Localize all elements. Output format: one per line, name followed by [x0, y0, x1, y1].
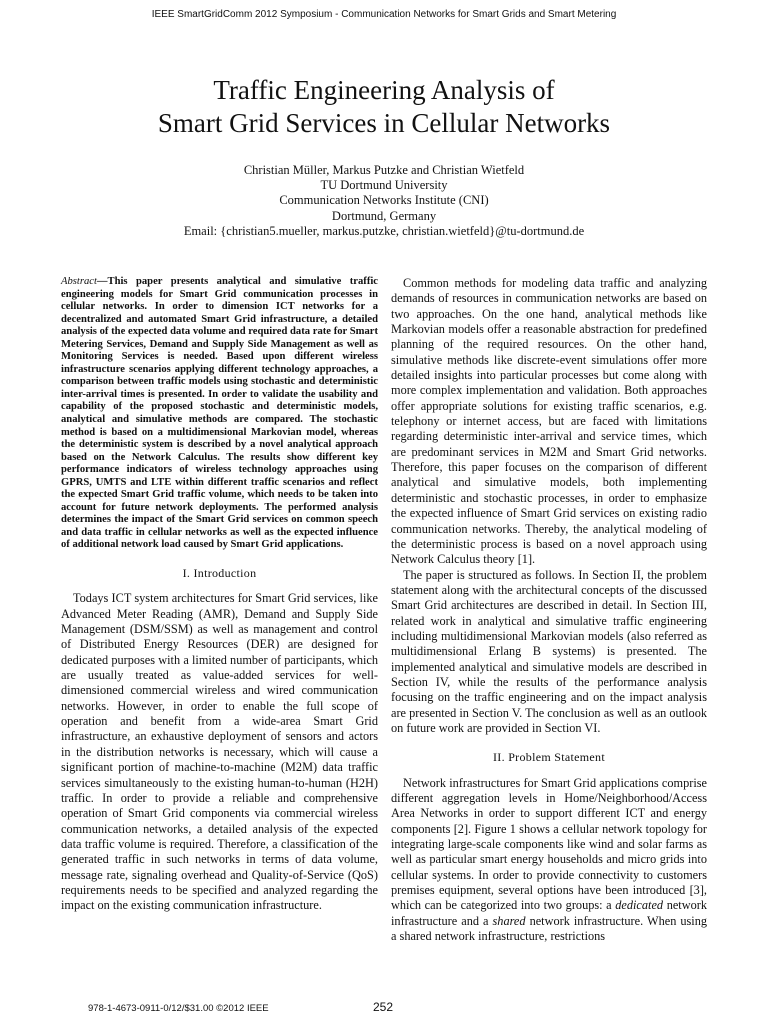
- section-heading-problem-statement: II. Problem Statement: [493, 750, 605, 765]
- body-paragraph-structure: The paper is structured as follows. In Section II, the problem statement along with the architectural concepts of the discussed Smart Grid architectures are described in detail. In Section III, related work in analytical and simulative traffic engineering including multidimensional Markovian models (also referred as multidimensional Erlang B systems) is presented. The implemented analytical and simulative models are described in Section IV, while the results of the performance analysis focusing on the traffic engineering and on the impact analysis are presented in Section V. The conclusion as well as an outlook on future work are provided in Section VI.: [391, 567, 707, 735]
- author-email: Email: {christian5.mueller, markus.putzke, christian.wietfeld}@tu-dortmund.de: [183, 223, 585, 238]
- abstract-text: —This paper presents analytical and simulative traffic engineering models for Smart Grid communication processes in cellular networks. In order to dimension ICT networks for a decentralized and automated Smart Grid infrastructure, a detailed analysis of the expected data volume and required data rate for Smart Metering Services, Demand and Supply Side Management as well as Monitoring Services is needed. Based upon different wireless infrastructure scenarios applying different technology approaches, a comparison between traffic models using stochastic and deterministic inter-arrival times is presented. In order to validate the usability and capability of the proposed stochastic and deterministic models, analytical and simulative methods are compared. The stochastic method is based on a multidimensional Markovian model, whereas the deterministic system is described by a novel analytical approach based on the Network Calculus. The results show different key performance indicators of wireless technology approaches using GPRS, UMTS and LTE within different traffic scenarios and reflect the expected Smart Grid traffic volume, which needs to be taken into account for future network deployments. The performed analysis determines the impact of the Smart Grid services on common speech and data traffic in cellular networks as well as the expected influence of additional network load caused by Smart Grid applications.: [61, 276, 378, 551]
- abstract-label: Abstract: [61, 276, 97, 287]
- footer-copyright: 978-1-4673-0911-0/12/$31.00 ©2012 IEEE: [88, 1003, 269, 1014]
- left-column: [61, 276, 378, 914]
- author-institute: Communication Networks Institute (CNI): [279, 193, 489, 208]
- problem-emphasis-shared: shared: [492, 913, 526, 928]
- author-university: TU Dortmund University: [320, 178, 448, 193]
- section-heading-introduction: I. Introduction: [182, 566, 257, 581]
- problem-text-b: network infrastructure and a: [391, 898, 707, 928]
- page-number: 252: [373, 1000, 394, 1014]
- author-block: [0, 163, 768, 239]
- problem-paragraph: [391, 776, 707, 945]
- running-header: IEEE SmartGridComm 2012 Symposium - Communication Networks for Smart Grids and Smart Metering: [151, 9, 617, 20]
- body-paragraph-methods: Common methods for modeling data traffic and analyzing demands of resources in communication networks are based on two approaches. On the one hand, analytical methods like Markovian models offer a reasonable abstraction for predefined planning of the required resources. On the other hand, simulative methods like discrete-event simulations offer more detailed insights into particular processes but come along with more complex implementation and validation. Both approaches offer appropriate solutions for existing traffic scenarios, e.g. telephony or internet access, but are faced with limitations regarding deterministic inter-arrival and service times, which are predominant services in M2M and Smart Grid networks. Therefore, this paper focuses on the comparison of different analytical and simulative models, both implementing deterministic and stochastic processes, in order to emphasize the expected influence of Smart Grid services on existing radio communication networks. Thereby, the analytical modeling of the deterministic process is based on a novel approach using Network Calculus theory [1].: [391, 276, 707, 567]
- problem-text-a: Network infrastructures for Smart Grid applications comprise different aggregation levels in Home/Neighborhood/Access Area Networks in order to support different ICT and energy components [2]. Figure 1 shows a cellular network topology for integrating large-scale components like wind and solar farms as well as particular smart energy households and micro grids into cellular systems. In order to provide connectivity to customers premises equipment, several options have been introduced [3], which can be categorized into two groups: a: [391, 775, 707, 913]
- title-line-2: Smart Grid Services in Cellular Networks: [157, 108, 611, 138]
- author-names: Christian Müller, Markus Putzke and Christian Wietfeld: [243, 163, 525, 177]
- right-column: [391, 276, 707, 944]
- title-line-1: Traffic Engineering Analysis of: [213, 75, 555, 105]
- abstract: [61, 276, 378, 552]
- problem-emphasis-dedicated: dedicated: [615, 898, 664, 913]
- intro-paragraph: Todays ICT system architectures for Smart Grid services, like Advanced Meter Reading (AMR), Demand and Supply Side Management (DSM/SSM) as well as management and control of Distributed Energy Resources (DER) are designed for dedicated purposes with a limited number of participants, which are usually treated as value-added services for well-dimensioned commercial wireless and wired communication networks. However, in order to enable the full scope of operation and benefit from a wide-area Smart Grid infrastructure, an exhaustive deployment of sensors and actors in the distribution networks is necessary, which will cause a significant portion of machine-to-machine (M2M) data traffic services simultaneously to the existing human-to-human (H2H) traffic. In order to provide a reliable and comprehensive operation of Smart Grid components via commercial wireless communication networks, a detailed analysis of the expected data traffic volume is required. Therefore, a classification of the generated traffic in such networks in terms of data volume, message rate, signaling overhead and Quality-of-Service (QoS) requirements needs to be specified and analyzed regarding the impact on the existing communication infrastructure.: [61, 591, 378, 913]
- problem-text-c: network infrastructure. When using a shared network infrastructure, restrictions: [391, 913, 708, 944]
- author-location: Dortmund, Germany: [331, 208, 437, 223]
- paper-title: [0, 74, 768, 140]
